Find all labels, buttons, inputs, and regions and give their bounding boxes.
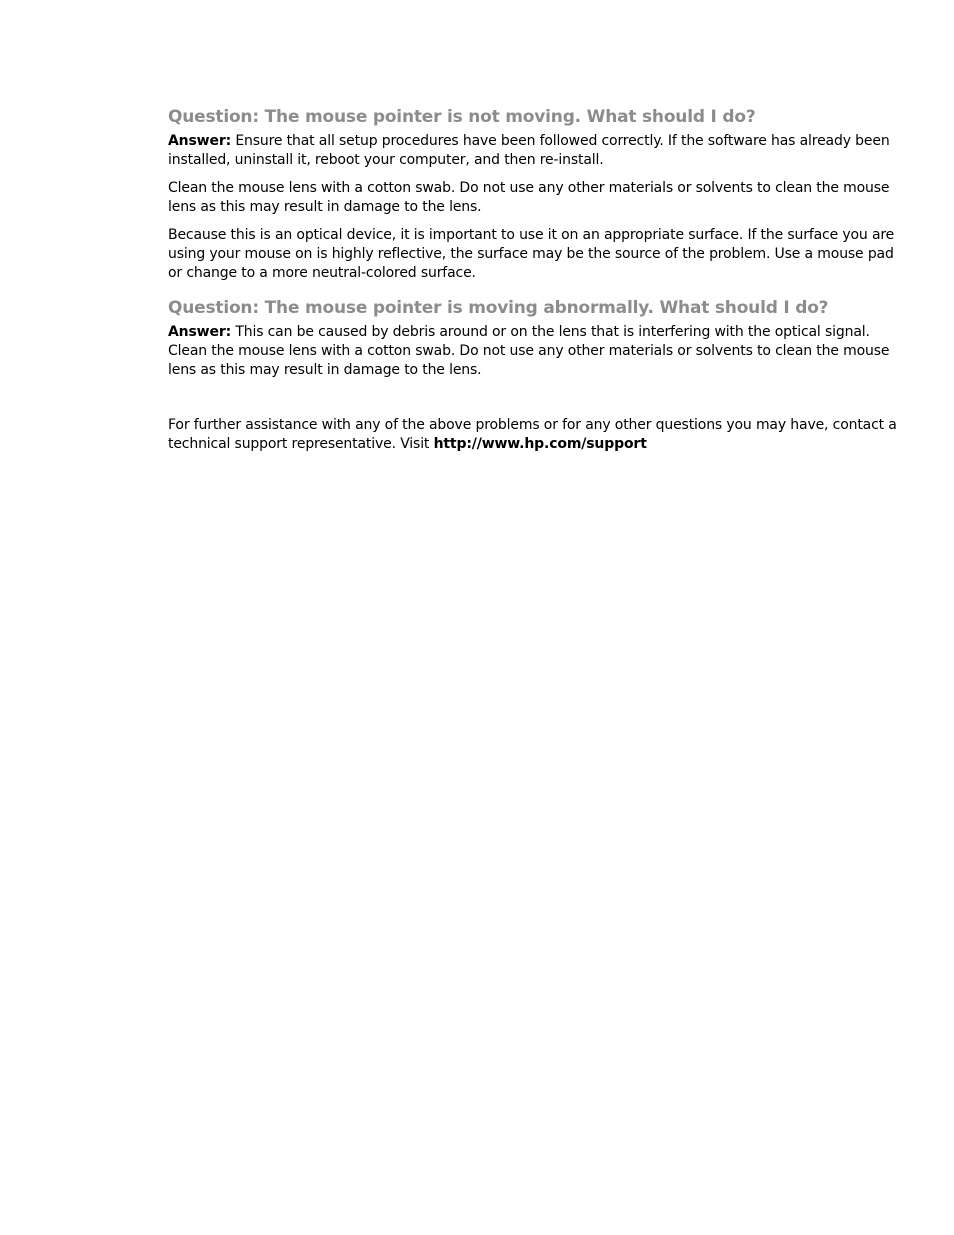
support-footer-text: For further assistance with any of the above problems or for any other questions you may have, contact a technical support representative. Visit <box>168 417 897 452</box>
question-heading: Question: The mouse pointer is not moving. What should I do? <box>168 107 756 127</box>
answer-paragraph <box>168 132 898 170</box>
answer-label: Answer: <box>168 324 232 340</box>
question-heading: Question: The mouse pointer is moving abnormally. What should I do? <box>168 298 829 318</box>
faq-section-pointer-moving-abnormally <box>168 297 898 380</box>
faq-section-pointer-not-moving <box>168 106 898 283</box>
document-page <box>168 106 898 463</box>
lens-cleaning-paragraph: Clean the mouse lens with a cotton swab. Do not use any other materials or solvents to clean the mouse lens as this may result in damage to the lens. <box>168 180 890 215</box>
answer-paragraph <box>168 323 898 380</box>
support-footer-paragraph <box>168 416 898 454</box>
surface-paragraph: Because this is an optical device, it is important to use it on an appropriate surface. If the surface you are using your mouse on is highly reflective, the surface may be the source of the problem. Use a mouse pad or change to a more neutral-colored surface. <box>168 227 895 281</box>
support-link[interactable]: http://www.hp.com/support <box>433 436 647 452</box>
answer-text: This can be caused by debris around or on the lens that is interfering with the optical signal. Clean the mouse lens with a cotton swab. Do not use any other materials or solvents to clean the mouse lens as this may result in damage to the lens. <box>168 324 890 378</box>
answer-label: Answer: <box>168 133 232 149</box>
answer-text: Ensure that all setup procedures have been followed correctly. If the software has already been installed, uninstall it, reboot your computer, and then re-install. <box>168 133 890 168</box>
